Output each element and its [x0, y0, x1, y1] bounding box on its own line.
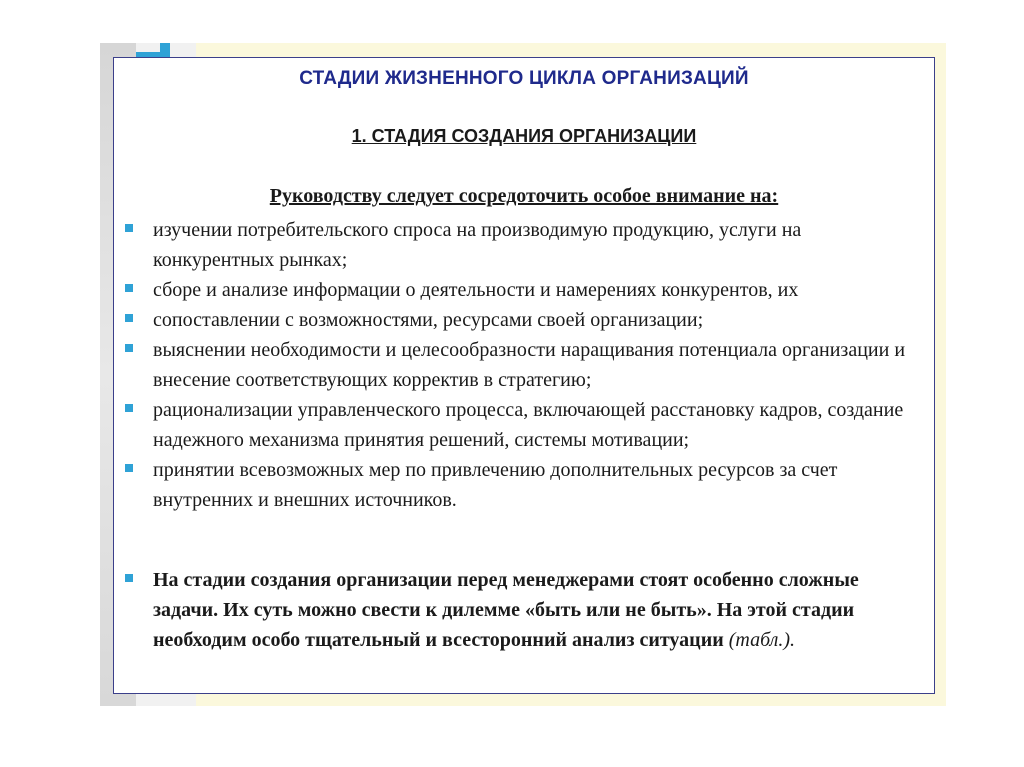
section-title: 1. СТАДИЯ СОЗДАНИЯ ОРГАНИЗАЦИИ	[351, 126, 697, 146]
square-bullet-icon	[125, 464, 133, 472]
square-bullet-icon	[125, 404, 133, 412]
list-item-text: сопоставлении с возможностями, ресурсами своей организации;	[153, 309, 704, 331]
list-item-text: сборе и анализе информации о деятельности и намерениях конкурентов, их	[153, 279, 799, 301]
list-item-text: выяснении необходимости и целесообразности наращивания потенциала организации и внесение соответствующих корректив в стратегию;	[153, 339, 906, 391]
square-bullet-icon	[125, 284, 133, 292]
square-bullet-icon	[125, 314, 133, 322]
content-frame	[113, 57, 935, 694]
list-item	[114, 305, 934, 335]
list-item	[114, 275, 934, 305]
square-bullet-icon	[125, 344, 133, 352]
square-bullet-icon	[125, 574, 133, 582]
focus-list	[114, 215, 934, 515]
square-bullet-icon	[125, 224, 133, 232]
list-item-text: принятии всевозможных мер по привлечению дополнительных ресурсов за счет внутренних и внешних источников.	[153, 459, 838, 511]
list-item-text: изучении потребительского спроса на производимую продукцию, услуги на конкурентных рынках;	[153, 219, 802, 271]
decor-accent-block-small	[160, 43, 170, 57]
list-item-text: рационализации управленческого процесса, включающей расстановку кадров, создание надежного механизма принятия решений, системы мотивации;	[153, 399, 904, 451]
lead-sentence: Руководству следует сосредоточить особое внимание на:	[269, 185, 779, 207]
conclusion-text: На стадии создания организации перед менеджерами стоят особенно сложные задачи. Их суть можно свести к дилемме «быть или не быть». На этой стадии необходим особо тщательный и всесторонний анализ ситуации	[153, 569, 859, 651]
conclusion-item	[114, 565, 934, 655]
conclusion-list	[114, 565, 934, 655]
list-item	[114, 395, 934, 455]
table-reference: (табл.).	[728, 629, 796, 651]
list-item	[114, 335, 934, 395]
list-item	[114, 215, 934, 275]
slide-title: СТАДИИ ЖИЗНЕННОГО ЦИКЛА ОРГАНИЗАЦИЙ	[299, 68, 749, 89]
list-item	[114, 455, 934, 515]
